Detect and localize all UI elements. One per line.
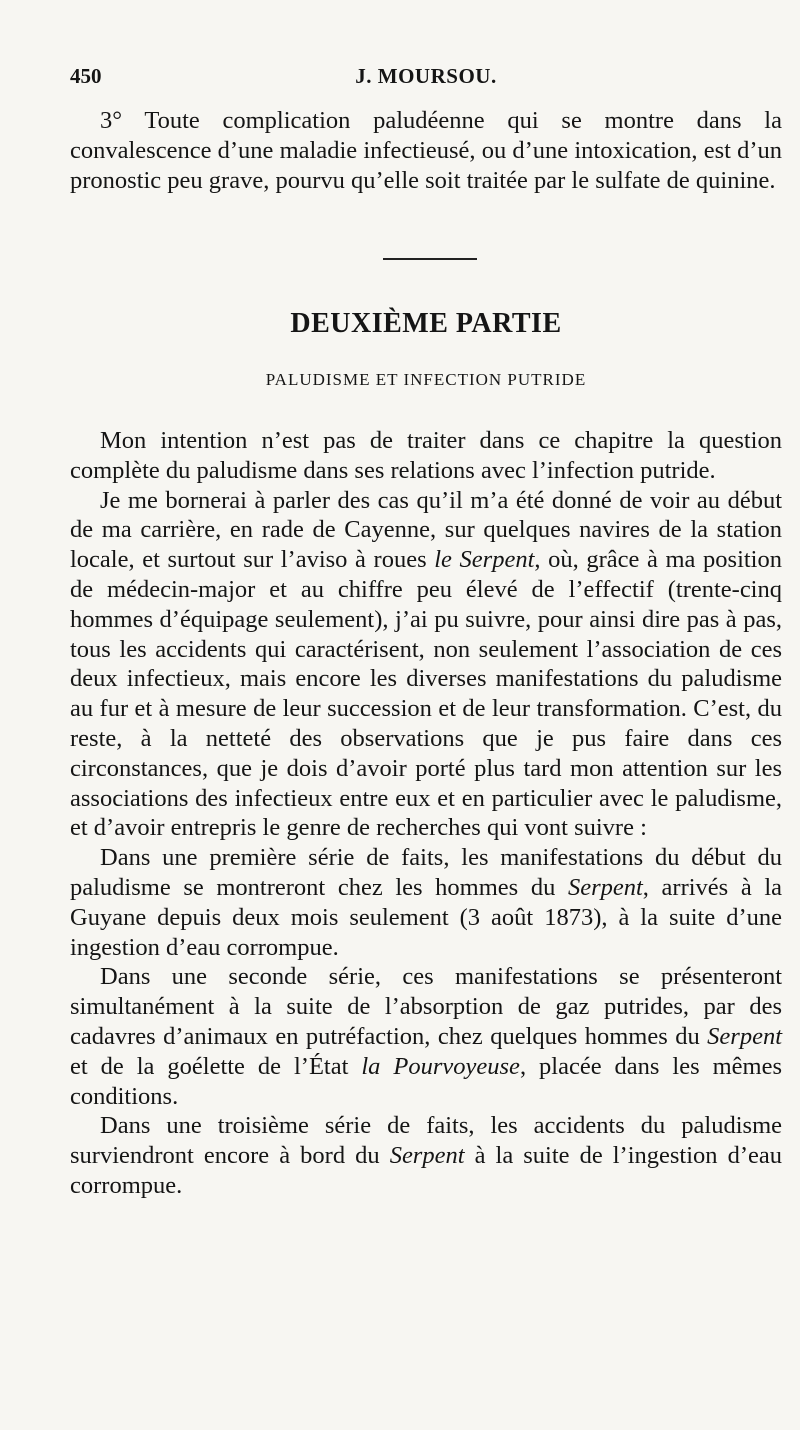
ship-name: Serpent (567, 873, 643, 901)
paragraph-4 (70, 962, 782, 1111)
ship-name: le Serpent (434, 546, 535, 574)
paragraph-4-text-c: , placée dans les mêmes conditions. (70, 1052, 783, 1110)
running-head: J. MOURSOU. (355, 64, 497, 88)
paragraph-3 (70, 843, 782, 962)
ship-name: Serpent (389, 1142, 465, 1170)
paragraph-3-text-b: , arrivés à la Guyane depuis deux mois seulement (3 août 1873), à la suite d’une ingestion d’eau corrompue. (70, 873, 783, 961)
part-title: DEUXIÈME PARTIE (290, 308, 562, 339)
paragraph-2 (70, 486, 782, 844)
paragraph-2-text-a: Je me bornerai à parler des cas qu’il m’a été donné de voir au début de ma carrière, en rade de Cayenne, sur quelques navires de la station locale, et surtout sur l’aviso à roues (70, 486, 782, 574)
paragraph-4-text-b: et de la goélette de l’État (70, 1052, 362, 1080)
paragraph-5-text-b: à la suite de l’ingestion d’eau corrompue. (70, 1142, 783, 1199)
page-header (70, 64, 782, 94)
section-title: PALUDISME ET INFECTION PUTRIDE (265, 370, 587, 389)
body-text (70, 426, 782, 1201)
section-divider (383, 258, 477, 260)
paragraph-5 (70, 1111, 782, 1200)
paragraph-3-text-a: Dans une première série de faits, les manifestations du début du paludisme se montreront chez les hommes du (70, 844, 782, 901)
paragraph-4-text-a: Dans une seconde série, ces manifestations se présenteront simultanément à la suite de l’absorption de gaz putrides, par des cadavres d’animaux en putréfaction, chez quelques hommes du (70, 963, 782, 1050)
paragraph-2-text-b: , où, grâce à ma position de médecin-major et au chiffre peu élevé de l’effectif (trente-cinq hommes d’équipage seulement), j’ai pu suivre, pour ainsi dire pas à pas, tous les accidents qui caractérisent, non seulement l’association de ces deux infectieux, mais encore les diverses manifestations du paludisme au fur et à mesure de leur succession et de leur transformation. C’est, du reste, à la netteté des observations que je pus faire dans ces circonstances, que je dois d’avoir porté plus tard mon attention sur les associations des infectieux entre eux et en particulier avec le paludisme, et d’avoir entrepris le genre de recherches qui vont suivre : (70, 546, 782, 842)
page-number: 450 (70, 64, 102, 88)
paragraph-1: Mon intention n’est pas de traiter dans ce chapitre la question complète du paludisme dans ses relations avec l’infection putride. (70, 427, 782, 484)
intro-paragraph: 3° Toute complication paludéenne qui se montre dans la convalescence d’une maladie infectieusé, ou d’une intoxication, est d’un pronostic peu grave, pourvu qu’elle soit traitée par le sulfate de quinine. (70, 107, 782, 194)
paragraph-5-text-a: Dans une troisième série de faits, les accidents du paludisme surviendront encore à bord du (70, 1112, 782, 1170)
ship-name: la Pourvoyeuse (361, 1052, 520, 1080)
intro-block (70, 106, 782, 195)
ship-name: Serpent (707, 1022, 782, 1050)
